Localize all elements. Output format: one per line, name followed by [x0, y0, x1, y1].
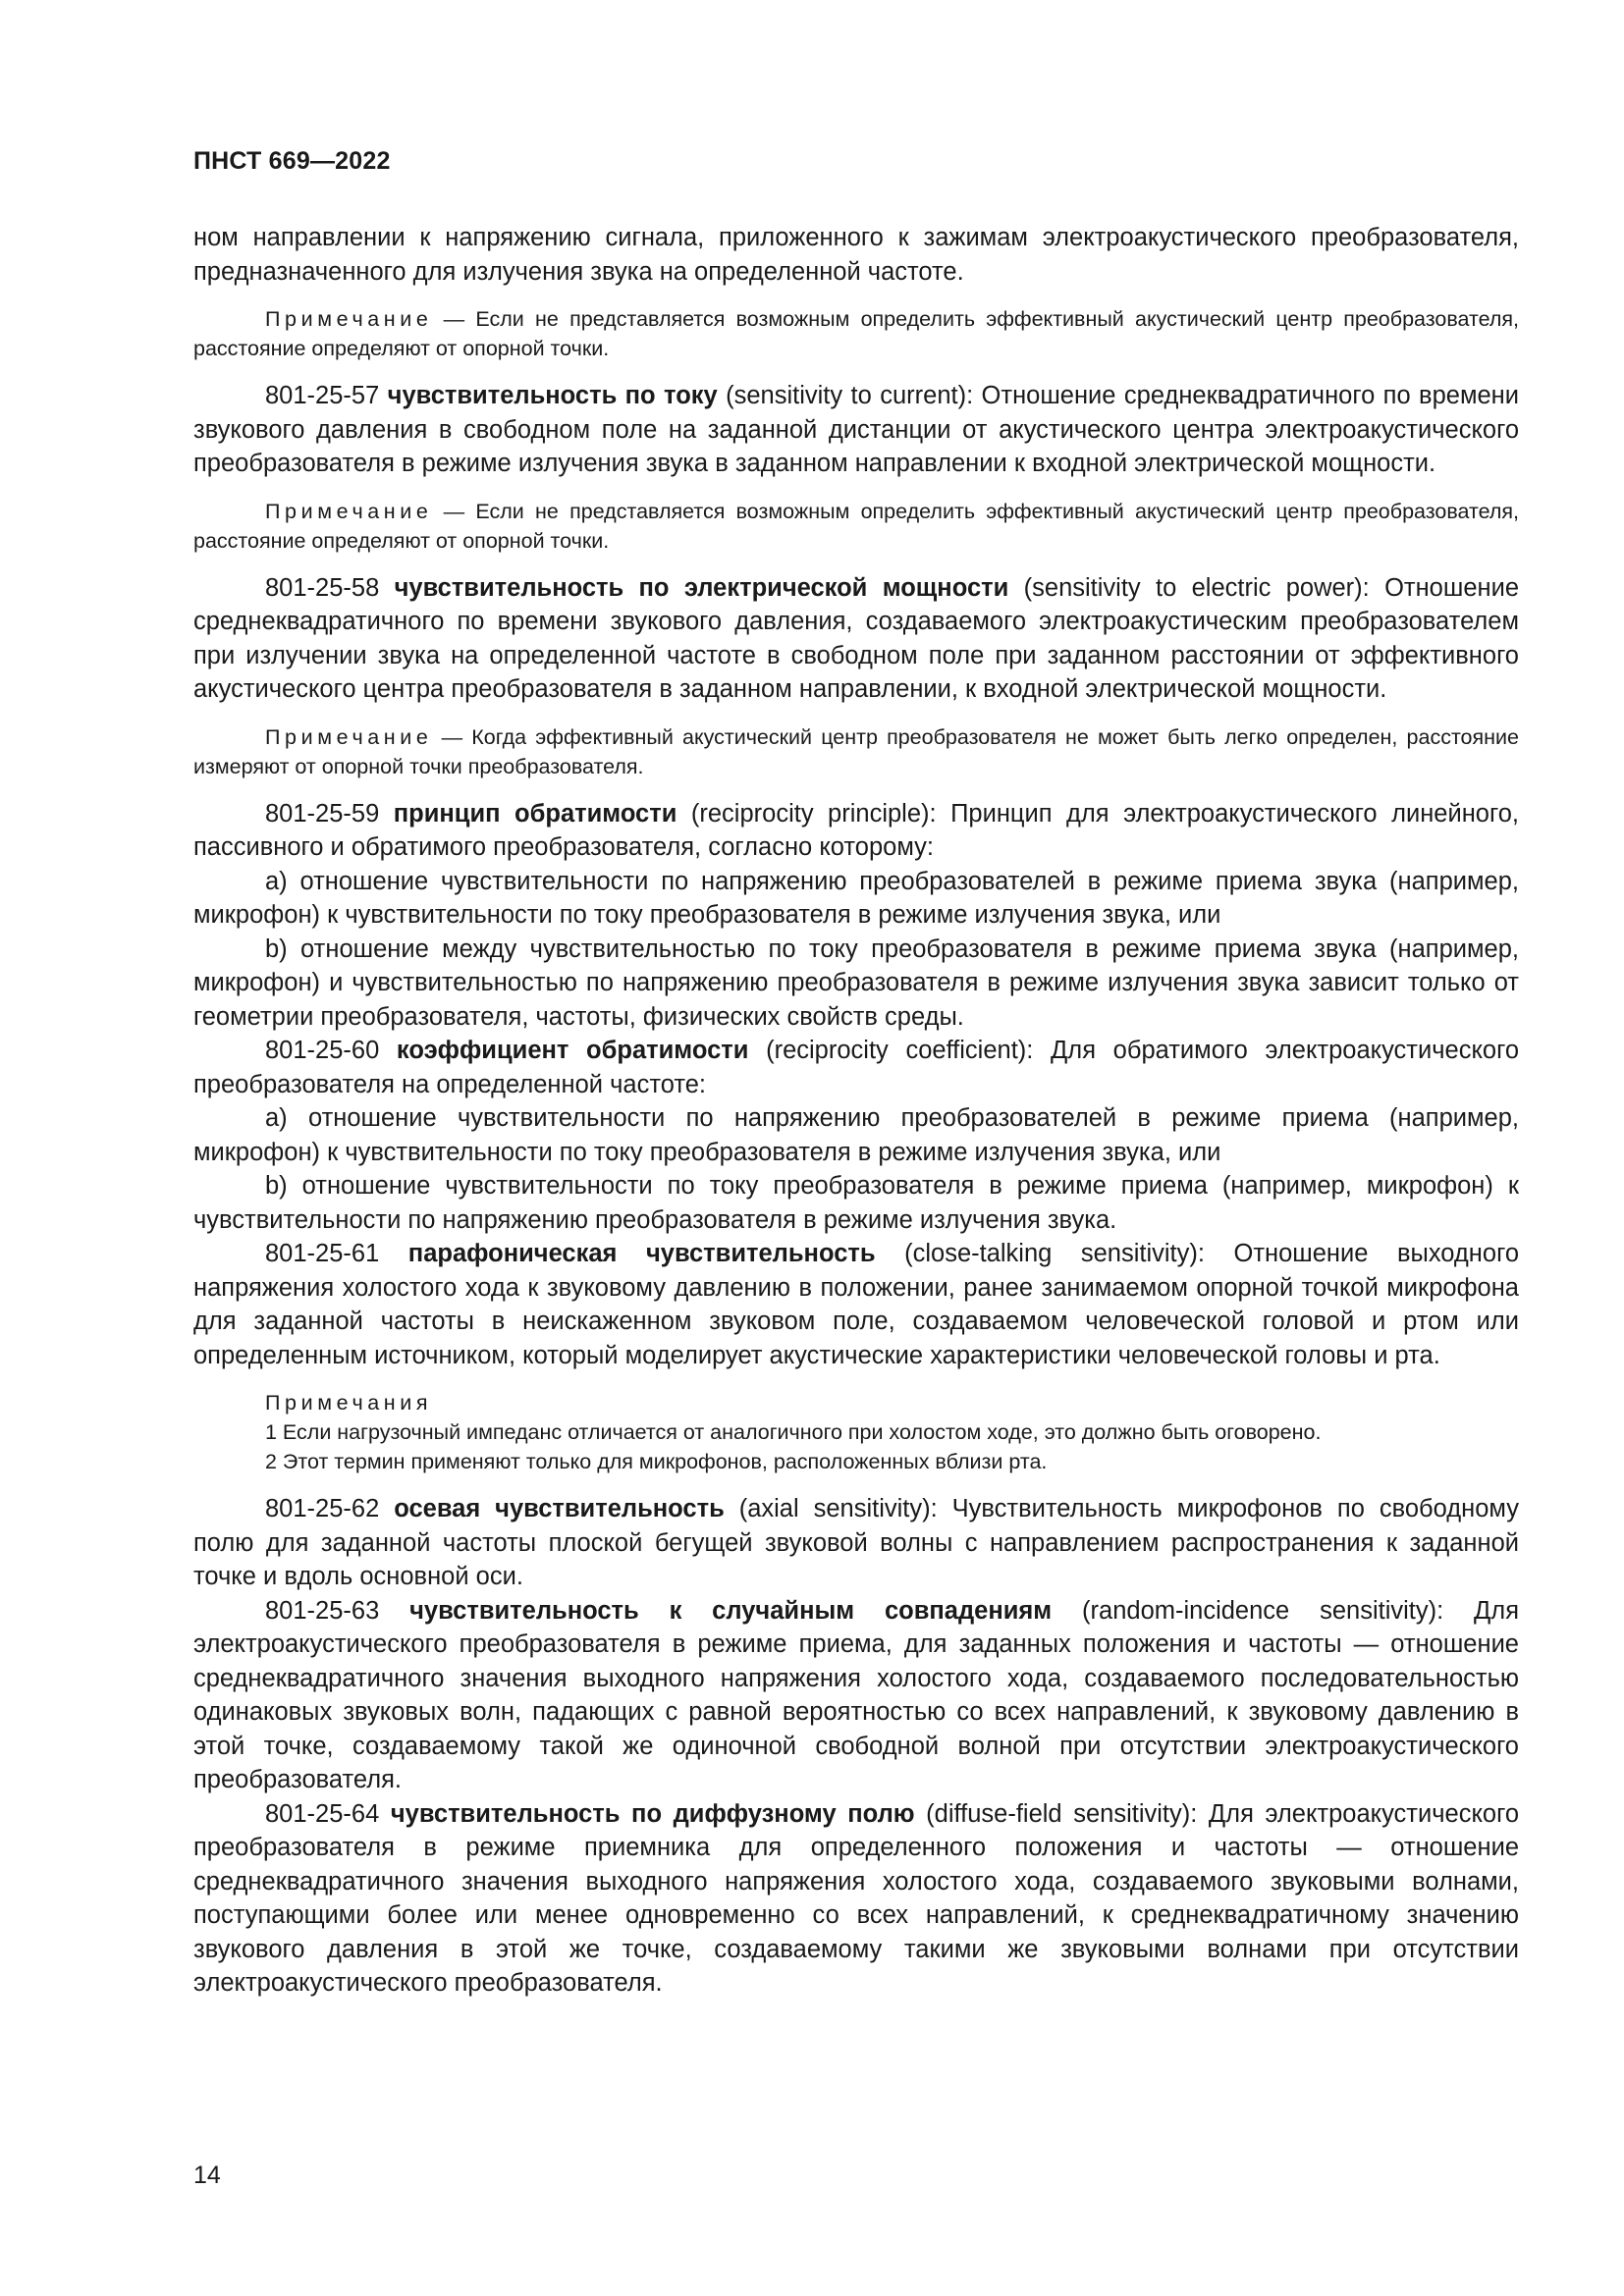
note-3 [193, 722, 1519, 781]
note-label: Примечание [265, 499, 433, 523]
notes-heading: Примечания [265, 1391, 433, 1415]
document-code-header: ПНСТ 669—2022 [193, 147, 391, 175]
term-name: чувствительность по току [387, 382, 718, 409]
term-entry-801-25-59 [193, 797, 1519, 865]
term-number: 801-25-61 [265, 1240, 408, 1267]
term-name: коэффициент обратимости [396, 1037, 749, 1064]
term-definition: (sensitivity to current): Отношение среднеквадратичного по времени звукового давления в свободном поле на заданной дистанции от акустического центра электроакустического преобразователя в режиме излучения звука в заданном направлении к входной электрической мощности. [193, 382, 1520, 477]
note-1 [193, 304, 1519, 363]
term-name: чувствительность по диффузному полю [390, 1799, 915, 1828]
list-item-b: b) отношение чувствительности по току преобразователя в режиме приема (например, микрофон) к чувствительности по напряжению преобразователя в режиме излучения звука. [193, 1172, 1519, 1234]
term-entry-801-25-63 [193, 1594, 1519, 1797]
note-separator: — [432, 724, 472, 749]
term-name: чувствительность по электрической мощности [394, 573, 1009, 602]
term-definition: (close-talking sensitivity): Отношение выходного напряжения холостого хода к звуковому давлению в положении, ранее занимаемом опорной точкой микрофона для заданной частоты в неискаженном звуковом поле, создаваемом человеческой головой и ртом или определенным источником, который моделирует акустические характеристики человеческой головы и рта. [193, 1240, 1519, 1369]
list-item-a: а) отношение чувствительности по напряжению преобразователей в режиме приема звука (например, микрофон) к чувствительности по току преобразователя в режиме излучения звука, или [193, 867, 1519, 929]
term-number: 801-25-57 [265, 382, 388, 409]
term-entry-801-25-57 [193, 379, 1519, 481]
term-name: принцип обратимости [393, 799, 677, 828]
note-2 [193, 497, 1519, 556]
document-body [193, 221, 1519, 2001]
note-separator: — [432, 499, 476, 523]
list-item-b: b) отношение между чувствительностью по току преобразователя в режиме приема звука (например, микрофон) и чувствительностью по напряжению преобразователя в режиме излучения звука зависит только от геометрии преобразователя, частоты, физических свойств среды. [193, 934, 1519, 1031]
term-number: 801-25-59 [265, 799, 394, 828]
term-number: 801-25-58 [265, 573, 395, 602]
note-separator: — [432, 307, 476, 331]
term-definition: (reciprocity coefficient): Для обратимого электроакустического преобразователя на определенной частоте: [193, 1037, 1519, 1098]
continuation-paragraph: ном направлении к напряжению сигнала, приложенного к зажимам электроакустического преобразователя, предназначенного для излучения звука на определенной частоте. [193, 224, 1519, 286]
note-text: Если не представляется возможным определить эффективный акустический центр преобразователя, расстояние определяют от опорной точки. [193, 499, 1519, 553]
term-definition: (random-incidence sensitivity): Для электроакустического преобразователя в режиме приема, для заданных положения и частоты — отношение среднеквадратичного значения выходного напряжения холостого хода, создаваемого последовательностью одинаковых звуковых волн, падающих с равной вероятностью со всех направлений, к звуковому давлению в этой точке, создаваемому такой же одиночной свободной волной при отсутствии электроакустического преобразователя. [193, 1596, 1519, 1793]
term-definition: (axial sensitivity): Чувствительность микрофонов по свободному полю для заданной частоты плоской бегущей звуковой волны с направлением распространения к заданной точке и вдоль основной оси. [193, 1495, 1519, 1590]
note-text: Когда эффективный акустический центр преобразователя не может быть легко определен, расстояние измеряют от опорной точки преобразователя. [193, 724, 1519, 778]
term-name: парафоническая чувствительность [407, 1240, 876, 1267]
note-text: Если не представляется возможным определить эффективный акустический центр преобразователя, расстояние определяют от опорной точки. [193, 307, 1519, 360]
term-entry-801-25-60 [193, 1034, 1519, 1101]
term-entry-801-25-64 [193, 1797, 1519, 2001]
term-definition: (reciprocity principle): Принцип для электроакустического линейного, пассивного и обратимого преобразователя, согласно которому: [193, 799, 1519, 861]
term-definition: (sensitivity to electric power): Отношение среднеквадратичного по времени звукового давления, создаваемого электроакустическим преобразователем при излучении звука на определенной частоте в свободном поле при заданном расстоянии от эффективного акустического центра преобразователя в заданном направлении, к входной электрической мощности. [193, 573, 1520, 703]
term-name: осевая чувствительность [394, 1495, 725, 1522]
term-entry-801-25-58 [193, 571, 1519, 707]
term-entry-801-25-62 [193, 1492, 1519, 1594]
term-entry-801-25-61 [193, 1237, 1519, 1372]
term-number: 801-25-64 [265, 1799, 391, 1828]
note-item-1: 1 Если нагрузочный импеданс отличается от аналогичного при холостом ходе, это должно быть оговорено. [265, 1420, 1322, 1444]
note-label: Примечание [265, 724, 433, 749]
term-number: 801-25-60 [265, 1037, 397, 1064]
term-number: 801-25-62 [265, 1495, 395, 1522]
term-number: 801-25-63 [265, 1596, 410, 1625]
note-label: Примечание [265, 307, 433, 331]
list-item-a: а) отношение чувствительности по напряжению преобразователей в режиме приема (например, микрофон) к чувствительности по току преобразователя в режиме излучения звука, или [193, 1104, 1519, 1166]
note-item-2: 2 Этот термин применяют только для микрофонов, расположенных вблизи рта. [265, 1450, 1048, 1473]
term-definition: (diffuse-field sensitivity): Для электроакустического преобразователя в режиме приемника для определенного положения и частоты — отношение среднеквадратичного значения выходного напряжения холостого хода, создаваемого звуковыми волнами, поступающими более или менее одновременно со всех направлений, к среднеквадратичному значению звукового давления в этой же точке, создаваемому такими же звуковыми волнами при отсутствии электроакустического преобразователя. [193, 1799, 1519, 1997]
page-number: 14 [193, 2162, 221, 2189]
term-name: чувствительность к случайным совпадениям [409, 1596, 1053, 1625]
